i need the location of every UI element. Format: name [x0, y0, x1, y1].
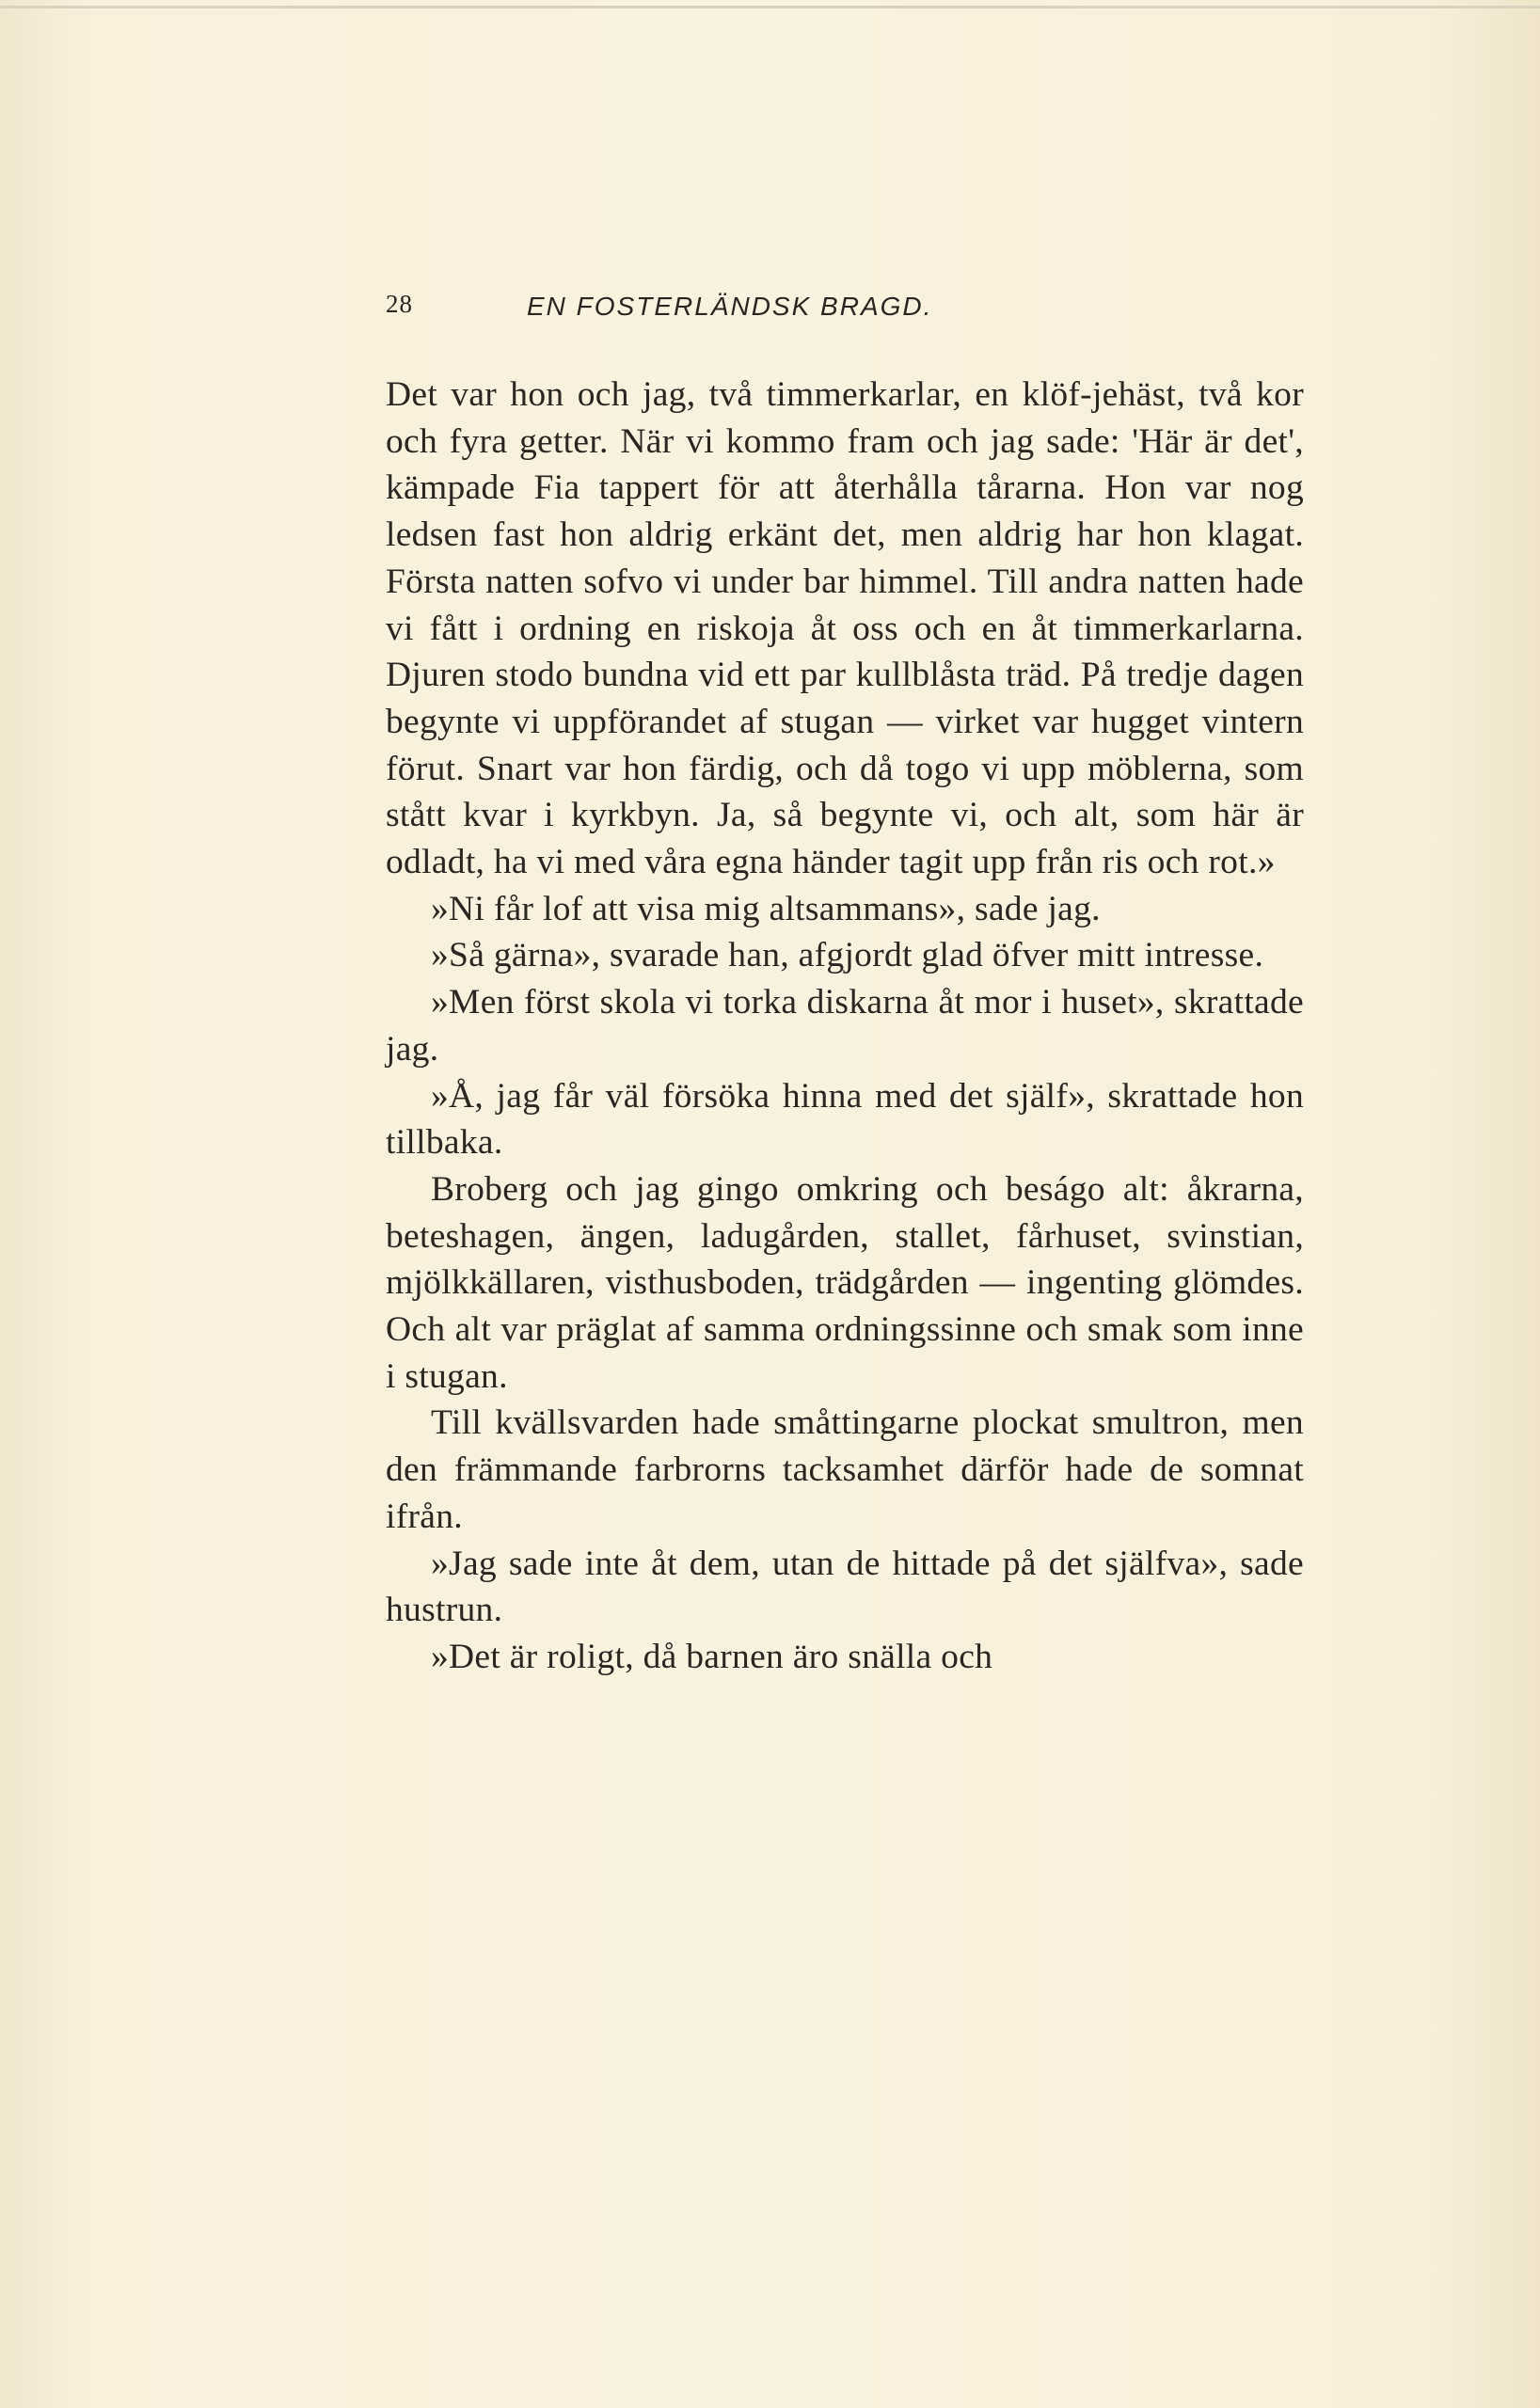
running-title: EN FOSTERLÄNDSK BRAGD.: [527, 292, 933, 321]
paragraph-1: Det var hon och jag, två timmerkarlar, en klöf-jehäst, två kor och fyra getter. När vi kommo fram och jag sade: 'Här är det', kämpade Fia tappert för att återhålla tårarna. Hon var nog ledsen fast hon aldrig erkänt det, men aldrig har hon klagat. Första natten sofvo vi under bar himmel. Till andra natten hade vi fått i ordning en riskoja åt oss och en åt timmerkarlarna. Djuren stodo bundna vid ett par kullblåsta träd. På tredje dagen begynte vi uppförandet af stugan — virket var hugget vintern förut. Snart var hon färdig, och då togo vi upp möblerna, som stått kvar i kyrkbyn. Ja, så begynte vi, och alt, som här är odladt, ha vi med våra egna händer tagit upp från ris och rot.»: [386, 375, 1304, 882]
paragraph-9: »Det är roligt, då barnen äro snälla och: [431, 1637, 993, 1676]
paragraph-4: »Men först skola vi torka diskarna åt mor i huset», skrattade jag.: [386, 983, 1304, 1069]
paragraph-2: »Ni får lof att visa mig altsammans», sade jag.: [431, 889, 1101, 928]
running-head: [386, 290, 1308, 337]
paragraph-6: Broberg och jag gingo omkring och beságo alt: åkrarna, beteshagen, ängen, ladugården, stallet, fårhuset, svinstian, mjölkkällaren, visthusboden, trädgården — ingenting glömdes. Och alt var präglat af samma ordningssinne och smak som inne i stugan.: [386, 1169, 1304, 1396]
page-number: 28: [386, 290, 413, 318]
body-text: [386, 372, 1304, 1681]
paragraph-8: »Jag sade inte åt dem, utan de hittade på det själfva», sade hustrun.: [386, 1544, 1304, 1630]
page-edge-rule: [0, 6, 1540, 8]
paragraph-3: »Så gärna», svarade han, afgjordt glad öfver mitt intresse.: [431, 936, 1264, 975]
paragraph-7: Till kvällsvarden hade småttingarne plockat smultron, men den främmande farbrorns tacksamhet därför hade de somnat ifrån.: [386, 1403, 1304, 1536]
paragraph-5: »Å, jag får väl försöka hinna med det själf», skrattade hon tillbaka.: [386, 1076, 1304, 1163]
